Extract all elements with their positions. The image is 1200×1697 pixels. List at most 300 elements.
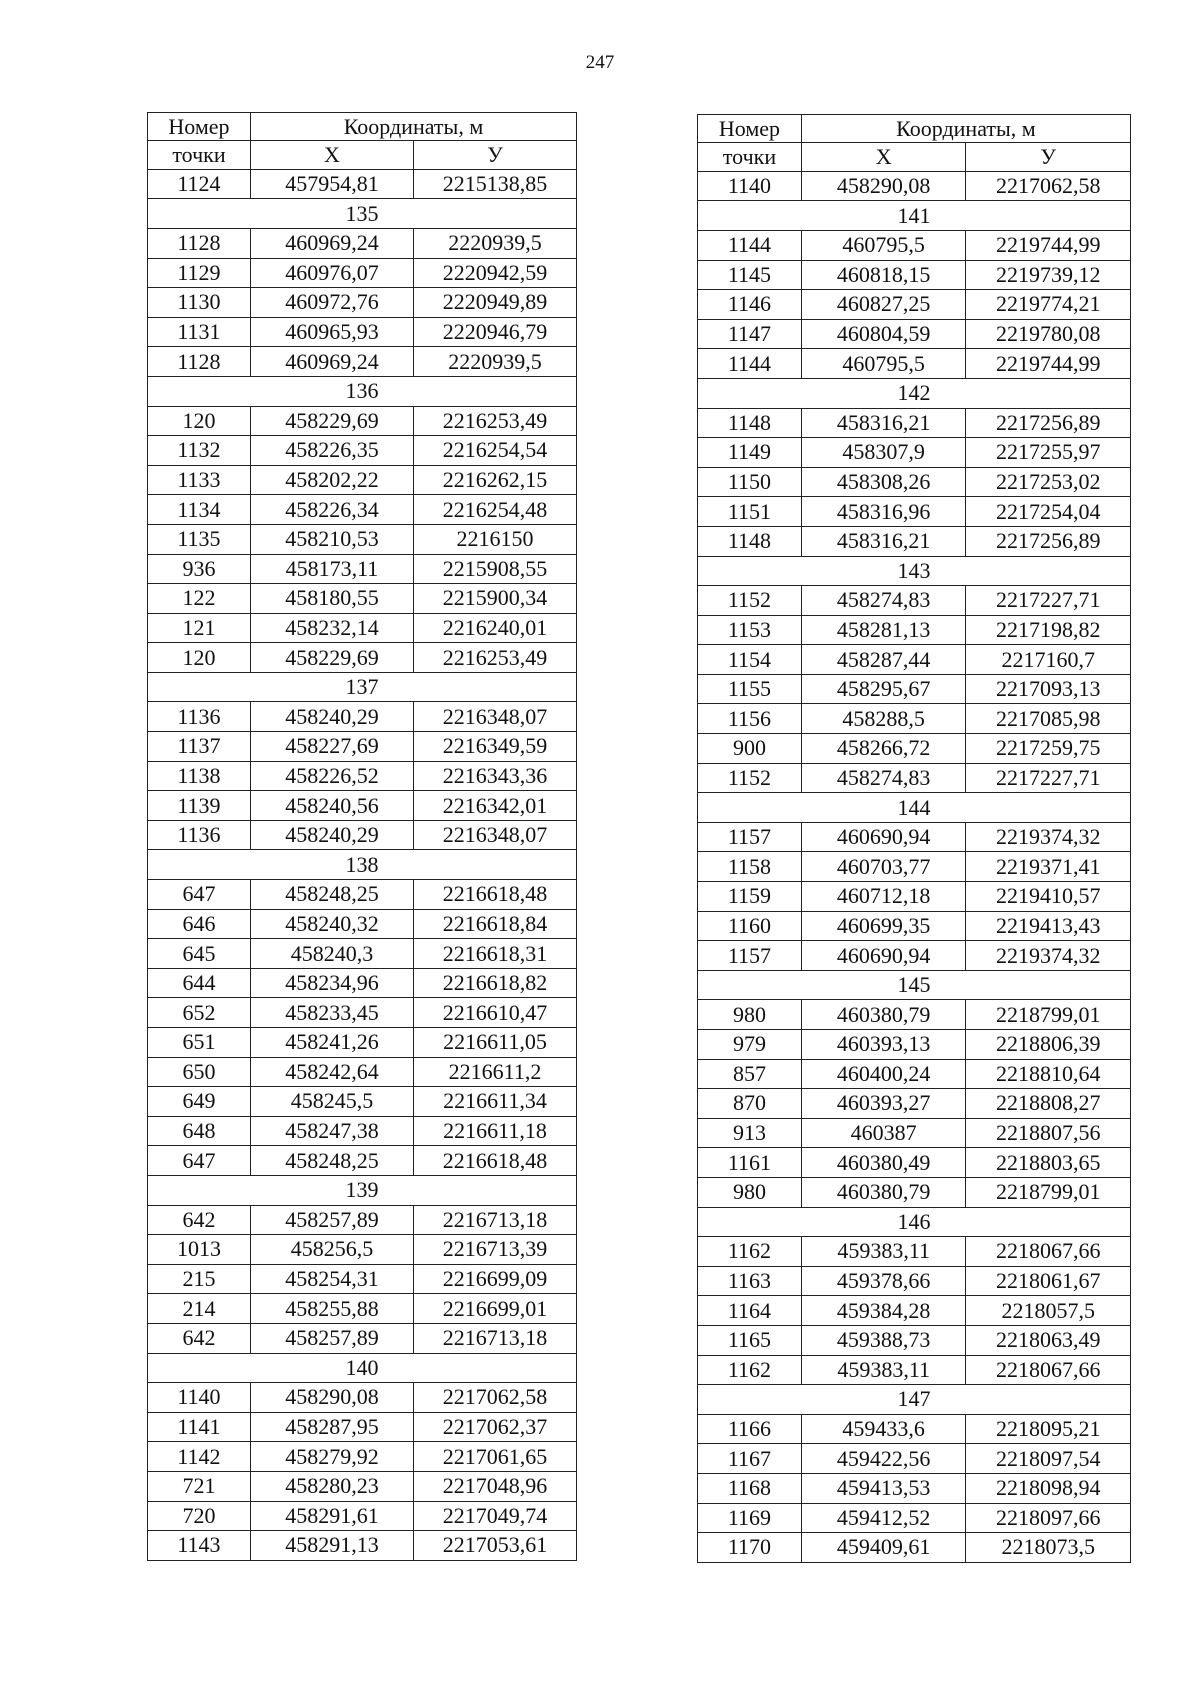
y-coordinate-cell: 2216262,15 bbox=[413, 465, 576, 495]
x-coordinate-cell: 460393,27 bbox=[801, 1089, 966, 1119]
y-coordinate-cell: 2216254,54 bbox=[413, 436, 576, 466]
x-coordinate-cell: 459388,73 bbox=[801, 1325, 966, 1355]
table-row bbox=[148, 258, 577, 288]
point-number-cell: 122 bbox=[148, 584, 251, 614]
table-row bbox=[148, 288, 577, 318]
x-coordinate-cell: 458256,5 bbox=[250, 1235, 413, 1265]
y-coordinate-cell: 2217254,04 bbox=[966, 497, 1131, 527]
table-row bbox=[698, 941, 1131, 971]
section-row bbox=[698, 793, 1131, 823]
table-row bbox=[148, 1087, 577, 1117]
point-number-cell: 900 bbox=[698, 734, 802, 764]
x-coordinate-cell: 458240,29 bbox=[250, 820, 413, 850]
section-row bbox=[148, 199, 577, 229]
point-number-cell: 1157 bbox=[698, 822, 802, 852]
x-coordinate-cell: 458240,3 bbox=[250, 939, 413, 969]
table-row bbox=[698, 349, 1131, 379]
point-number-cell: 1129 bbox=[148, 258, 251, 288]
y-coordinate-cell: 2217053,61 bbox=[413, 1531, 576, 1561]
y-coordinate-cell: 2217061,65 bbox=[413, 1442, 576, 1472]
x-coordinate-cell: 459384,28 bbox=[801, 1296, 966, 1326]
table-row bbox=[698, 230, 1131, 260]
section-row bbox=[148, 1353, 577, 1383]
table-row bbox=[698, 1533, 1131, 1563]
point-number-cell: 1148 bbox=[698, 526, 802, 556]
x-coordinate-cell: 458291,13 bbox=[250, 1531, 413, 1561]
table-row bbox=[148, 1294, 577, 1324]
x-coordinate-cell: 458274,83 bbox=[801, 586, 966, 616]
x-coordinate-cell: 458202,22 bbox=[250, 465, 413, 495]
point-number-cell: 1169 bbox=[698, 1503, 802, 1533]
point-number-cell: 1124 bbox=[148, 169, 251, 199]
x-coordinate-cell: 458232,14 bbox=[250, 613, 413, 643]
y-coordinate-cell: 2219374,32 bbox=[966, 822, 1131, 852]
y-coordinate-cell: 2216618,48 bbox=[413, 1146, 576, 1176]
y-coordinate-cell: 2219780,08 bbox=[966, 319, 1131, 349]
y-coordinate-cell: 2216342,01 bbox=[413, 791, 576, 821]
y-coordinate-cell: 2216618,31 bbox=[413, 939, 576, 969]
x-coordinate-cell: 459409,61 bbox=[801, 1533, 966, 1563]
table-row bbox=[148, 1264, 577, 1294]
y-coordinate-cell: 2218803,65 bbox=[966, 1148, 1131, 1178]
x-coordinate-cell: 458173,11 bbox=[250, 554, 413, 584]
x-coordinate-cell: 458226,35 bbox=[250, 436, 413, 466]
point-number-cell: 215 bbox=[148, 1264, 251, 1294]
y-coordinate-cell: 2219413,43 bbox=[966, 911, 1131, 941]
point-number-cell: 648 bbox=[148, 1116, 251, 1146]
table-row bbox=[698, 497, 1131, 527]
point-number-cell: 1133 bbox=[148, 465, 251, 495]
point-number-cell: 1164 bbox=[698, 1296, 802, 1326]
point-number-cell: 1149 bbox=[698, 438, 802, 468]
y-coordinate-cell: 2216699,01 bbox=[413, 1294, 576, 1324]
table-body bbox=[148, 169, 577, 1560]
header-coordinates: Координаты, м bbox=[801, 115, 1130, 143]
y-coordinate-cell: 2216253,49 bbox=[413, 643, 576, 673]
x-coordinate-cell: 459383,11 bbox=[801, 1355, 966, 1385]
point-number-cell: 649 bbox=[148, 1087, 251, 1117]
table-row bbox=[698, 1266, 1131, 1296]
x-coordinate-cell: 458291,61 bbox=[250, 1501, 413, 1531]
x-coordinate-cell: 458308,26 bbox=[801, 467, 966, 497]
table-row bbox=[698, 763, 1131, 793]
table-row bbox=[148, 524, 577, 554]
y-coordinate-cell: 2216618,82 bbox=[413, 968, 576, 998]
point-number-cell: 1144 bbox=[698, 349, 802, 379]
x-coordinate-cell: 460400,24 bbox=[801, 1059, 966, 1089]
y-coordinate-cell: 2217255,97 bbox=[966, 438, 1131, 468]
table-row bbox=[698, 852, 1131, 882]
table-row bbox=[148, 1146, 577, 1176]
table-row bbox=[148, 1116, 577, 1146]
x-coordinate-cell: 458242,64 bbox=[250, 1057, 413, 1087]
table-row bbox=[148, 1028, 577, 1058]
point-number-cell: 1136 bbox=[148, 702, 251, 732]
table-row bbox=[698, 526, 1131, 556]
x-coordinate-cell: 460969,24 bbox=[250, 228, 413, 258]
y-coordinate-cell: 2216618,84 bbox=[413, 909, 576, 939]
x-coordinate-cell: 458247,38 bbox=[250, 1116, 413, 1146]
y-coordinate-cell: 2215908,55 bbox=[413, 554, 576, 584]
y-coordinate-cell: 2219744,99 bbox=[966, 349, 1131, 379]
table-row bbox=[148, 465, 577, 495]
y-coordinate-cell: 2216611,05 bbox=[413, 1028, 576, 1058]
x-coordinate-cell: 460380,79 bbox=[801, 1177, 966, 1207]
x-coordinate-cell: 460795,5 bbox=[801, 349, 966, 379]
x-coordinate-cell: 460804,59 bbox=[801, 319, 966, 349]
table-row bbox=[148, 880, 577, 910]
x-coordinate-cell: 458281,13 bbox=[801, 615, 966, 645]
point-number-cell: 1167 bbox=[698, 1444, 802, 1474]
y-coordinate-cell: 2217093,13 bbox=[966, 674, 1131, 704]
table-row bbox=[148, 584, 577, 614]
table-row bbox=[148, 939, 577, 969]
table-row bbox=[148, 702, 577, 732]
table-row bbox=[148, 1442, 577, 1472]
table-row bbox=[148, 1205, 577, 1235]
x-coordinate-cell: 458266,72 bbox=[801, 734, 966, 764]
table-row bbox=[698, 319, 1131, 349]
table-row bbox=[698, 1237, 1131, 1267]
point-number-cell: 644 bbox=[148, 968, 251, 998]
y-coordinate-cell: 2216240,01 bbox=[413, 613, 576, 643]
table-row bbox=[148, 347, 577, 377]
table-row bbox=[148, 1412, 577, 1442]
table-row bbox=[698, 1503, 1131, 1533]
x-coordinate-cell: 460969,24 bbox=[250, 347, 413, 377]
x-coordinate-cell: 458279,92 bbox=[250, 1442, 413, 1472]
x-coordinate-cell: 458210,53 bbox=[250, 524, 413, 554]
table-row bbox=[698, 467, 1131, 497]
table-row bbox=[148, 1501, 577, 1531]
y-coordinate-cell: 2218067,66 bbox=[966, 1355, 1131, 1385]
section-number: 137 bbox=[148, 672, 577, 702]
point-number-cell: 857 bbox=[698, 1059, 802, 1089]
x-coordinate-cell: 458316,96 bbox=[801, 497, 966, 527]
section-number: 135 bbox=[148, 199, 577, 229]
x-coordinate-cell: 458290,08 bbox=[801, 171, 966, 201]
section-number: 139 bbox=[148, 1175, 577, 1205]
table-row bbox=[698, 911, 1131, 941]
table-row bbox=[698, 1059, 1131, 1089]
y-coordinate-cell: 2218098,94 bbox=[966, 1473, 1131, 1503]
table-row bbox=[148, 436, 577, 466]
point-number-cell: 1156 bbox=[698, 704, 802, 734]
point-number-cell: 870 bbox=[698, 1089, 802, 1119]
section-row bbox=[698, 970, 1131, 1000]
table-row bbox=[148, 406, 577, 436]
y-coordinate-cell: 2219774,21 bbox=[966, 290, 1131, 320]
x-coordinate-cell: 458226,34 bbox=[250, 495, 413, 525]
point-number-cell: 1135 bbox=[148, 524, 251, 554]
point-number-cell: 121 bbox=[148, 613, 251, 643]
y-coordinate-cell: 2217049,74 bbox=[413, 1501, 576, 1531]
section-number: 146 bbox=[698, 1207, 1131, 1237]
x-coordinate-cell: 458229,69 bbox=[250, 406, 413, 436]
header-x: X bbox=[250, 141, 413, 169]
table-row bbox=[698, 438, 1131, 468]
y-coordinate-cell: 2216611,2 bbox=[413, 1057, 576, 1087]
table-row bbox=[698, 645, 1131, 675]
x-coordinate-cell: 460712,18 bbox=[801, 882, 966, 912]
y-coordinate-cell: 2217085,98 bbox=[966, 704, 1131, 734]
table-row bbox=[698, 1177, 1131, 1207]
header-point-number-line1: Номер bbox=[698, 115, 802, 143]
x-coordinate-cell: 458257,89 bbox=[250, 1205, 413, 1235]
point-number-cell: 651 bbox=[148, 1028, 251, 1058]
y-coordinate-cell: 2218799,01 bbox=[966, 1000, 1131, 1030]
y-coordinate-cell: 2217062,37 bbox=[413, 1412, 576, 1442]
y-coordinate-cell: 2218097,54 bbox=[966, 1444, 1131, 1474]
point-number-cell: 1139 bbox=[148, 791, 251, 821]
y-coordinate-cell: 2216713,18 bbox=[413, 1205, 576, 1235]
y-coordinate-cell: 2216713,18 bbox=[413, 1323, 576, 1353]
section-row bbox=[148, 850, 577, 880]
table-row bbox=[698, 1296, 1131, 1326]
point-number-cell: 1153 bbox=[698, 615, 802, 645]
section-row bbox=[148, 672, 577, 702]
point-number-cell: 642 bbox=[148, 1205, 251, 1235]
point-number-cell: 1147 bbox=[698, 319, 802, 349]
table-row bbox=[698, 882, 1131, 912]
x-coordinate-cell: 460387 bbox=[801, 1118, 966, 1148]
point-number-cell: 1134 bbox=[148, 495, 251, 525]
x-coordinate-cell: 459422,56 bbox=[801, 1444, 966, 1474]
x-coordinate-cell: 458226,52 bbox=[250, 761, 413, 791]
y-coordinate-cell: 2217256,89 bbox=[966, 526, 1131, 556]
point-number-cell: 1154 bbox=[698, 645, 802, 675]
y-coordinate-cell: 2219410,57 bbox=[966, 882, 1131, 912]
y-coordinate-cell: 2218061,67 bbox=[966, 1266, 1131, 1296]
section-number: 145 bbox=[698, 970, 1131, 1000]
x-coordinate-cell: 458240,56 bbox=[250, 791, 413, 821]
x-coordinate-cell: 458257,89 bbox=[250, 1323, 413, 1353]
table-row bbox=[148, 968, 577, 998]
y-coordinate-cell: 2216348,07 bbox=[413, 820, 576, 850]
y-coordinate-cell: 2217256,89 bbox=[966, 408, 1131, 438]
table-row bbox=[148, 1057, 577, 1087]
point-number-cell: 979 bbox=[698, 1030, 802, 1060]
table-row bbox=[148, 761, 577, 791]
y-coordinate-cell: 2217062,58 bbox=[413, 1383, 576, 1413]
point-number-cell: 645 bbox=[148, 939, 251, 969]
y-coordinate-cell: 2217160,7 bbox=[966, 645, 1131, 675]
y-coordinate-cell: 2217227,71 bbox=[966, 763, 1131, 793]
header-point-number-line2: точки bbox=[148, 141, 251, 169]
table-row bbox=[148, 169, 577, 199]
x-coordinate-cell: 458240,29 bbox=[250, 702, 413, 732]
x-coordinate-cell: 458240,32 bbox=[250, 909, 413, 939]
x-coordinate-cell: 458241,26 bbox=[250, 1028, 413, 1058]
y-coordinate-cell: 2218810,64 bbox=[966, 1059, 1131, 1089]
y-coordinate-cell: 2219374,32 bbox=[966, 941, 1131, 971]
x-coordinate-cell: 457954,81 bbox=[250, 169, 413, 199]
y-coordinate-cell: 2217062,58 bbox=[966, 171, 1131, 201]
point-number-cell: 1165 bbox=[698, 1325, 802, 1355]
y-coordinate-cell: 2218067,66 bbox=[966, 1237, 1131, 1267]
y-coordinate-cell: 2216253,49 bbox=[413, 406, 576, 436]
y-coordinate-cell: 2218806,39 bbox=[966, 1030, 1131, 1060]
y-coordinate-cell: 2217259,75 bbox=[966, 734, 1131, 764]
table-row bbox=[698, 1000, 1131, 1030]
table-row bbox=[698, 674, 1131, 704]
y-coordinate-cell: 2218808,27 bbox=[966, 1089, 1131, 1119]
point-number-cell: 1160 bbox=[698, 911, 802, 941]
y-coordinate-cell: 2216699,09 bbox=[413, 1264, 576, 1294]
table-row bbox=[698, 1030, 1131, 1060]
section-row bbox=[148, 1175, 577, 1205]
x-coordinate-cell: 460818,15 bbox=[801, 260, 966, 290]
point-number-cell: 1136 bbox=[148, 820, 251, 850]
point-number-cell: 980 bbox=[698, 1177, 802, 1207]
point-number-cell: 1143 bbox=[148, 1531, 251, 1561]
point-number-cell: 720 bbox=[148, 1501, 251, 1531]
point-number-cell: 652 bbox=[148, 998, 251, 1028]
y-coordinate-cell: 2217048,96 bbox=[413, 1471, 576, 1501]
x-coordinate-cell: 460976,07 bbox=[250, 258, 413, 288]
table-row bbox=[148, 613, 577, 643]
y-coordinate-cell: 2216150 bbox=[413, 524, 576, 554]
point-number-cell: 1152 bbox=[698, 586, 802, 616]
section-row bbox=[698, 556, 1131, 586]
point-number-cell: 1140 bbox=[148, 1383, 251, 1413]
x-coordinate-cell: 458295,67 bbox=[801, 674, 966, 704]
header-x: X bbox=[801, 143, 966, 171]
section-number: 138 bbox=[148, 850, 577, 880]
point-number-cell: 1150 bbox=[698, 467, 802, 497]
point-number-cell: 1132 bbox=[148, 436, 251, 466]
table-row bbox=[148, 1531, 577, 1561]
y-coordinate-cell: 2218799,01 bbox=[966, 1177, 1131, 1207]
x-coordinate-cell: 458245,5 bbox=[250, 1087, 413, 1117]
table-row bbox=[698, 1414, 1131, 1444]
point-number-cell: 1141 bbox=[148, 1412, 251, 1442]
table-row bbox=[148, 1235, 577, 1265]
point-number-cell: 120 bbox=[148, 643, 251, 673]
point-number-cell: 1151 bbox=[698, 497, 802, 527]
y-coordinate-cell: 2216349,59 bbox=[413, 732, 576, 762]
table-row bbox=[148, 554, 577, 584]
point-number-cell: 1162 bbox=[698, 1355, 802, 1385]
y-coordinate-cell: 2217198,82 bbox=[966, 615, 1131, 645]
table-row bbox=[698, 1325, 1131, 1355]
x-coordinate-cell: 458255,88 bbox=[250, 1294, 413, 1324]
point-number-cell: 1145 bbox=[698, 260, 802, 290]
point-number-cell: 913 bbox=[698, 1118, 802, 1148]
x-coordinate-cell: 458288,5 bbox=[801, 704, 966, 734]
y-coordinate-cell: 2216618,48 bbox=[413, 880, 576, 910]
y-coordinate-cell: 2217227,71 bbox=[966, 586, 1131, 616]
x-coordinate-cell: 458248,25 bbox=[250, 880, 413, 910]
x-coordinate-cell: 458229,69 bbox=[250, 643, 413, 673]
y-coordinate-cell: 2219739,12 bbox=[966, 260, 1131, 290]
y-coordinate-cell: 2219371,41 bbox=[966, 852, 1131, 882]
section-number: 143 bbox=[698, 556, 1131, 586]
x-coordinate-cell: 458274,83 bbox=[801, 763, 966, 793]
x-coordinate-cell: 458227,69 bbox=[250, 732, 413, 762]
y-coordinate-cell: 2218063,49 bbox=[966, 1325, 1131, 1355]
point-number-cell: 1155 bbox=[698, 674, 802, 704]
x-coordinate-cell: 460972,76 bbox=[250, 288, 413, 318]
point-number-cell: 1152 bbox=[698, 763, 802, 793]
y-coordinate-cell: 2216610,47 bbox=[413, 998, 576, 1028]
table-row bbox=[698, 1473, 1131, 1503]
table-row bbox=[698, 615, 1131, 645]
point-number-cell: 1166 bbox=[698, 1414, 802, 1444]
table-row bbox=[148, 732, 577, 762]
x-coordinate-cell: 460380,49 bbox=[801, 1148, 966, 1178]
table-row bbox=[148, 495, 577, 525]
table-row bbox=[148, 909, 577, 939]
table-row bbox=[698, 408, 1131, 438]
point-number-cell: 1168 bbox=[698, 1473, 802, 1503]
section-number: 144 bbox=[698, 793, 1131, 823]
y-coordinate-cell: 2218057,5 bbox=[966, 1296, 1131, 1326]
x-coordinate-cell: 460380,79 bbox=[801, 1000, 966, 1030]
table-row bbox=[698, 704, 1131, 734]
table-row bbox=[698, 1089, 1131, 1119]
y-coordinate-cell: 2218807,56 bbox=[966, 1118, 1131, 1148]
table-row bbox=[698, 586, 1131, 616]
point-number-cell: 1161 bbox=[698, 1148, 802, 1178]
point-number-cell: 1148 bbox=[698, 408, 802, 438]
section-row bbox=[698, 378, 1131, 408]
point-number-cell: 1140 bbox=[698, 171, 802, 201]
x-coordinate-cell: 458233,45 bbox=[250, 998, 413, 1028]
point-number-cell: 647 bbox=[148, 880, 251, 910]
y-coordinate-cell: 2216343,36 bbox=[413, 761, 576, 791]
section-number: 142 bbox=[698, 378, 1131, 408]
y-coordinate-cell: 2220942,59 bbox=[413, 258, 576, 288]
point-number-cell: 1137 bbox=[148, 732, 251, 762]
section-row bbox=[148, 376, 577, 406]
table-row bbox=[698, 1118, 1131, 1148]
table-row bbox=[148, 820, 577, 850]
section-row bbox=[698, 1385, 1131, 1415]
y-coordinate-cell: 2215900,34 bbox=[413, 584, 576, 614]
point-number-cell: 1163 bbox=[698, 1266, 802, 1296]
y-coordinate-cell: 2219744,99 bbox=[966, 230, 1131, 260]
x-coordinate-cell: 459383,11 bbox=[801, 1237, 966, 1267]
y-coordinate-cell: 2216713,39 bbox=[413, 1235, 576, 1265]
table-row bbox=[148, 791, 577, 821]
x-coordinate-cell: 460795,5 bbox=[801, 230, 966, 260]
section-number: 141 bbox=[698, 201, 1131, 231]
header-point-number-line2: точки bbox=[698, 143, 802, 171]
y-coordinate-cell: 2218097,66 bbox=[966, 1503, 1131, 1533]
table-row bbox=[698, 822, 1131, 852]
point-number-cell: 721 bbox=[148, 1471, 251, 1501]
point-number-cell: 1158 bbox=[698, 852, 802, 882]
x-coordinate-cell: 460703,77 bbox=[801, 852, 966, 882]
section-row bbox=[698, 201, 1131, 231]
header-y: У bbox=[413, 141, 576, 169]
point-number-cell: 650 bbox=[148, 1057, 251, 1087]
table-row bbox=[698, 1355, 1131, 1385]
table-row bbox=[698, 290, 1131, 320]
x-coordinate-cell: 458287,44 bbox=[801, 645, 966, 675]
x-coordinate-cell: 460827,25 bbox=[801, 290, 966, 320]
table-row bbox=[698, 171, 1131, 201]
point-number-cell: 1130 bbox=[148, 288, 251, 318]
y-coordinate-cell: 2216611,34 bbox=[413, 1087, 576, 1117]
header-y: У bbox=[966, 143, 1131, 171]
y-coordinate-cell: 2218095,21 bbox=[966, 1414, 1131, 1444]
table-row bbox=[148, 1323, 577, 1353]
x-coordinate-cell: 459433,6 bbox=[801, 1414, 966, 1444]
y-coordinate-cell: 2218073,5 bbox=[966, 1533, 1131, 1563]
x-coordinate-cell: 459413,53 bbox=[801, 1473, 966, 1503]
